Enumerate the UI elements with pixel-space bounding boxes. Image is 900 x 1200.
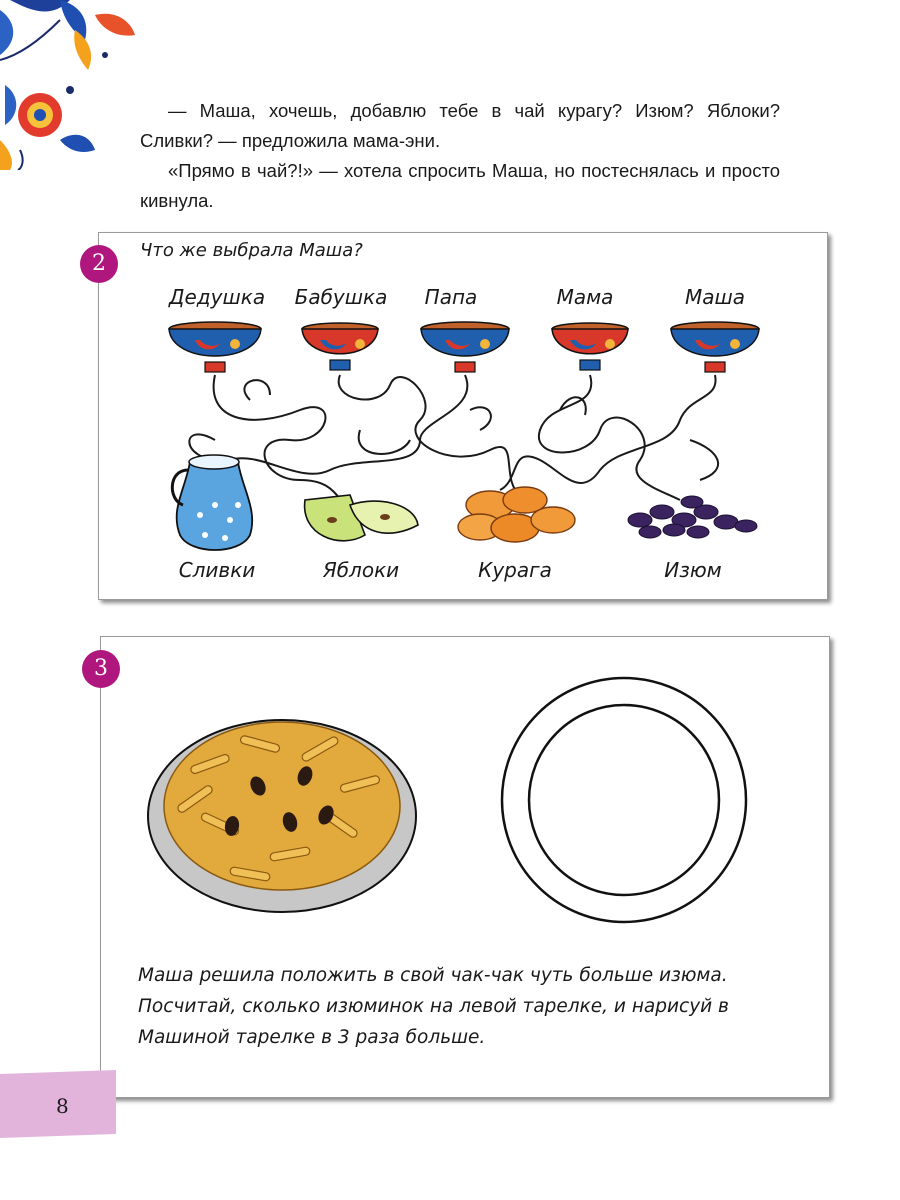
food-label-kuraga: Курага — [478, 558, 552, 582]
page-number: 8 — [56, 1094, 69, 1118]
food-label-yabloki: Яблоки — [322, 558, 400, 582]
intro-line-2: «Прямо в чай?!» — хотела спросить Маша, но постеснялась и просто кивнула. — [140, 160, 780, 211]
floral-ornament-icon — [0, 0, 150, 170]
food-label-slivki: Сливки — [178, 558, 256, 582]
person-label-dedushka: Дедушка — [168, 285, 266, 309]
task-2-badge: 2 — [80, 245, 118, 283]
empty-plate-icon — [502, 678, 746, 922]
person-label-babushka: Бабушка — [294, 285, 388, 309]
intro-line-1: — Маша, хочешь, добавлю тебе в чай курагу? Изюм? Яблоки? Сливки? — предложила мама-эни. — [140, 100, 780, 151]
task-2-question: Что же выбрала Маша? — [140, 240, 363, 261]
chak-chak-plate-icon — [148, 720, 416, 912]
task-3-text: Маша решила положить в свой чак-чак чуть больше изюма. Посчитай, сколько изюминок на левой тарелке, и нарисуй в Машиной тарелке в 3 раза больше. — [138, 965, 729, 1048]
person-label-papa: Папа — [424, 285, 478, 309]
food-label-izyum: Изюм — [664, 558, 722, 582]
task-3-badge: 3 — [82, 650, 120, 688]
person-label-mama: Мама — [556, 285, 614, 309]
person-label-masha: Маша — [684, 285, 746, 309]
intro-text — [140, 96, 780, 216]
